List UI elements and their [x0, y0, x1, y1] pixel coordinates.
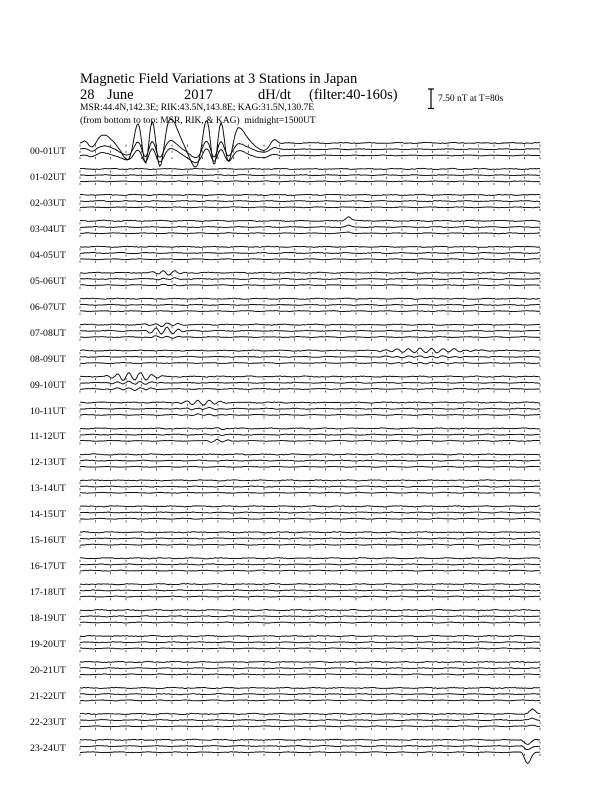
tick-marks-KAG [80, 170, 540, 172]
tick-marks-KAG [80, 300, 540, 302]
trace-KAG-19-20UT [80, 635, 540, 636]
row-label-18-19UT: 18-19UT [30, 613, 66, 625]
trace-MSR-01-02UT [80, 181, 540, 182]
row-19-20UT [80, 635, 540, 652]
row-20-21UT [80, 661, 540, 678]
trace-KAG-20-21UT [80, 661, 540, 662]
row-17-18UT [80, 583, 540, 600]
trace-MSR-18-19UT [80, 622, 540, 623]
row-01-02UT [80, 168, 540, 185]
tick-marks-KAG [80, 378, 540, 380]
tick-marks-MSR [80, 468, 540, 470]
trace-MSR-14-15UT [80, 518, 540, 519]
trace-MSR-23-24UT [80, 752, 540, 764]
trace-RIK-01-02UT [80, 175, 540, 176]
date-month: June [107, 87, 134, 103]
tick-marks-MSR [80, 728, 540, 730]
scale-label: 7.50 nT at T=80s [438, 94, 504, 104]
tick-marks-RIK [80, 410, 540, 412]
trace-RIK-15-16UT [80, 538, 540, 539]
tick-marks-KAG [80, 404, 540, 406]
row-22-23UT [80, 709, 540, 730]
tick-marks-KAG [80, 534, 540, 536]
trace-MSR-09-10UT [80, 388, 540, 391]
tick-marks-RIK [80, 462, 540, 464]
trace-KAG-16-17UT [80, 558, 540, 559]
trace-KAG-15-16UT [80, 532, 540, 533]
date-year: 2017 [184, 87, 213, 103]
row-10-11UT [80, 400, 540, 418]
trace-RIK-16-17UT [80, 564, 540, 565]
trace-RIK-14-15UT [80, 512, 540, 513]
tick-marks-KAG [80, 560, 540, 562]
trace-RIK-11-12UT [80, 434, 540, 436]
trace-MSR-11-12UT [80, 439, 540, 442]
traces [80, 119, 540, 764]
tick-marks-MSR [80, 676, 540, 678]
row-11-12UT [80, 428, 540, 445]
row-23-24UT [80, 739, 540, 763]
trace-RIK-17-18UT [80, 590, 540, 591]
tick-marks-RIK [80, 280, 540, 282]
row-label-19-20UT: 19-20UT [30, 639, 66, 651]
row-label-09-10UT: 09-10UT [30, 379, 66, 391]
trace-RIK-21-22UT [80, 694, 540, 695]
trace-MSR-03-04UT [80, 232, 540, 234]
trace-MSR-21-22UT [80, 700, 540, 701]
tick-marks-MSR [80, 183, 540, 185]
trace-MSR-15-16UT [80, 544, 540, 545]
scale-bar [428, 89, 434, 109]
tick-marks-MSR [80, 365, 540, 367]
tick-marks-RIK [80, 151, 540, 153]
tick-marks-KAG [80, 352, 540, 354]
tick-marks-KAG [80, 586, 540, 588]
tick-marks-MSR [80, 235, 540, 237]
tick-marks-MSR [80, 313, 540, 315]
trace-MSR-02-03UT [80, 207, 540, 208]
tick-marks-KAG [80, 456, 540, 458]
quantity-label: dH/dt [258, 87, 292, 103]
row-06-07UT [80, 298, 540, 315]
trace-RIK-19-20UT [80, 642, 540, 643]
tick-marks-KAG [80, 715, 540, 717]
row-label-17-18UT: 17-18UT [30, 587, 66, 599]
tick-marks-MSR [80, 287, 540, 289]
tick-marks-MSR [80, 650, 540, 652]
row-label-15-16UT: 15-16UT [30, 535, 66, 547]
trace-MSR-04-05UT [80, 259, 540, 260]
tick-marks-RIK [80, 358, 540, 360]
tick-marks-RIK [80, 203, 540, 205]
row-02-03UT [80, 194, 540, 211]
row-07-08UT [80, 323, 540, 341]
station-coordinates: MSR:44.4N,142.3E; RIK:43.5N,143.8E; KAG:31.5N,130.7E [80, 103, 315, 113]
tick-marks-MSR [80, 520, 540, 522]
trace-MSR-12-13UT [80, 466, 540, 467]
trace-MSR-07-08UT [80, 336, 540, 339]
trace-RIK-20-21UT [80, 668, 540, 669]
row-00-01UT [80, 119, 540, 167]
row-09-10UT [80, 373, 540, 393]
trace-MSR-06-07UT [80, 311, 540, 312]
trace-RIK-05-06UT [80, 278, 540, 280]
row-label-05-06UT: 05-06UT [30, 275, 66, 287]
row-03-04UT [80, 217, 540, 237]
trace-RIK-03-04UT [80, 225, 540, 228]
tick-marks-KAG [80, 664, 540, 666]
trace-KAG-22-23UT [80, 709, 540, 715]
tick-marks-KAG [80, 196, 540, 198]
tick-marks-RIK [80, 644, 540, 646]
trace-MSR-10-11UT [80, 414, 540, 416]
row-label-16-17UT: 16-17UT [30, 561, 66, 573]
trace-KAG-12-13UT [80, 454, 540, 455]
tick-marks-KAG [80, 612, 540, 614]
row-label-04-05UT: 04-05UT [30, 249, 66, 261]
trace-RIK-09-10UT [80, 381, 540, 384]
tick-marks-MSR [80, 390, 540, 392]
tick-marks-MSR [80, 546, 540, 548]
row-label-21-22UT: 21-22UT [30, 690, 66, 702]
trace-KAG-00-01UT [80, 119, 540, 167]
midnight-note: midnight=1500UT [244, 116, 316, 126]
tick-marks-KAG [80, 248, 540, 250]
tick-marks-MSR [80, 416, 540, 418]
row-16-17UT [80, 558, 540, 575]
trace-KAG-11-12UT [80, 428, 540, 430]
trace-KAG-18-19UT [80, 609, 540, 610]
tick-marks-RIK [80, 306, 540, 308]
tick-marks-MSR [80, 442, 540, 444]
filter-label: (filter:40-160s) [309, 87, 398, 103]
row-label-02-03UT: 02-03UT [30, 197, 66, 209]
tick-marks-RIK [80, 696, 540, 698]
row-label-13-14UT: 13-14UT [30, 483, 66, 495]
tick-marks-MSR [80, 624, 540, 626]
tick-marks-KAG [80, 741, 540, 743]
row-label-12-13UT: 12-13UT [30, 457, 66, 469]
trace-RIK-06-07UT [80, 304, 540, 305]
trace-KAG-17-18UT [80, 583, 540, 584]
tick-marks-RIK [80, 384, 540, 386]
row-15-16UT [80, 532, 540, 549]
tick-marks-KAG [80, 638, 540, 640]
tick-marks-RIK [80, 618, 540, 620]
trace-MSR-20-21UT [80, 674, 540, 675]
trace-MSR-05-06UT [80, 284, 540, 286]
date-day: 28 [80, 87, 95, 103]
tick-marks-KAG [80, 222, 540, 224]
trace-MSR-17-18UT [80, 596, 540, 597]
row-label-11-12UT: 11-12UT [30, 431, 66, 443]
trace-KAG-14-15UT [80, 506, 540, 507]
tick-marks-KAG [80, 689, 540, 691]
trace-KAG-13-14UT [80, 480, 540, 481]
tick-marks-MSR [80, 157, 540, 159]
trace-MSR-13-14UT [80, 492, 540, 493]
row-label-07-08UT: 07-08UT [30, 327, 66, 339]
trace-RIK-02-03UT [80, 201, 540, 202]
chart-title: Magnetic Field Variations at 3 Stations in Japan [80, 71, 358, 87]
tick-marks-KAG [80, 326, 540, 328]
row-label-14-15UT: 14-15UT [30, 509, 66, 521]
row-label-10-11UT: 10-11UT [30, 405, 66, 417]
row-05-06UT [80, 271, 540, 289]
tick-marks-MSR [80, 261, 540, 263]
tick-marks-RIK [80, 592, 540, 594]
tick-marks-KAG [80, 274, 540, 276]
row-08-09UT [80, 348, 540, 367]
trace-KAG-04-05UT [80, 246, 540, 247]
row-04-05UT [80, 246, 540, 263]
row-label-22-23UT: 22-23UT [30, 716, 66, 728]
trace-RIK-18-19UT [80, 616, 540, 617]
row-label-23-24UT: 23-24UT [30, 742, 66, 754]
tick-marks-RIK [80, 540, 540, 542]
tick-marks-MSR [80, 339, 540, 341]
row-label-00-01UT: 00-01UT [30, 146, 66, 157]
trace-MSR-00-01UT [80, 149, 540, 163]
row-label-06-07UT: 06-07UT [30, 301, 66, 313]
order-note: (from bottom to top: MSR, RIK, & KAG) [80, 116, 240, 126]
row-12-13UT [80, 454, 540, 471]
trace-KAG-03-04UT [80, 217, 540, 222]
tick-marks-RIK [80, 670, 540, 672]
trace-KAG-21-22UT [80, 687, 540, 688]
trace-RIK-04-05UT [80, 252, 540, 253]
tick-marks-RIK [80, 748, 540, 750]
row-label-08-09UT: 08-09UT [30, 353, 66, 365]
row-18-19UT [80, 609, 540, 626]
tick-marks-RIK [80, 566, 540, 568]
tick-marks-KAG [80, 430, 540, 432]
tick-marks-KAG [80, 508, 540, 510]
tick-marks-MSR [80, 598, 540, 600]
tick-marks-RIK [80, 177, 540, 179]
trace-KAG-02-03UT [80, 194, 540, 195]
row-14-15UT [80, 506, 540, 523]
trace-KAG-01-02UT [80, 168, 540, 169]
tick-marks-RIK [80, 488, 540, 490]
trace-RIK-13-14UT [80, 486, 540, 487]
trace-KAG-06-07UT [80, 298, 540, 299]
trace-RIK-12-13UT [80, 460, 540, 461]
trace-MSR-16-17UT [80, 570, 540, 571]
row-label-20-21UT: 20-21UT [30, 665, 66, 676]
trace-MSR-22-23UT [80, 725, 540, 727]
trace-MSR-08-09UT [80, 362, 540, 364]
row-label-01-02UT: 01-02UT [30, 171, 66, 183]
trace-RIK-08-09UT [80, 356, 540, 358]
trace-RIK-10-11UT [80, 407, 540, 410]
tick-marks-RIK [80, 255, 540, 257]
tick-marks-RIK [80, 722, 540, 724]
tick-marks-MSR [80, 209, 540, 211]
tick-marks-RIK [80, 514, 540, 516]
tick-marks-MSR [80, 494, 540, 496]
tick-marks-RIK [80, 436, 540, 438]
tick-marks-MSR [80, 702, 540, 704]
trace-MSR-19-20UT [80, 648, 540, 649]
trace-RIK-22-23UT [80, 718, 540, 721]
tick-marks-MSR [80, 572, 540, 574]
row-13-14UT [80, 480, 540, 497]
tick-marks-MSR [80, 754, 540, 756]
row-label-03-04UT: 03-04UT [30, 223, 66, 235]
tick-marks-RIK [80, 229, 540, 231]
tick-marks-KAG [80, 482, 540, 484]
row-21-22UT [80, 687, 540, 704]
